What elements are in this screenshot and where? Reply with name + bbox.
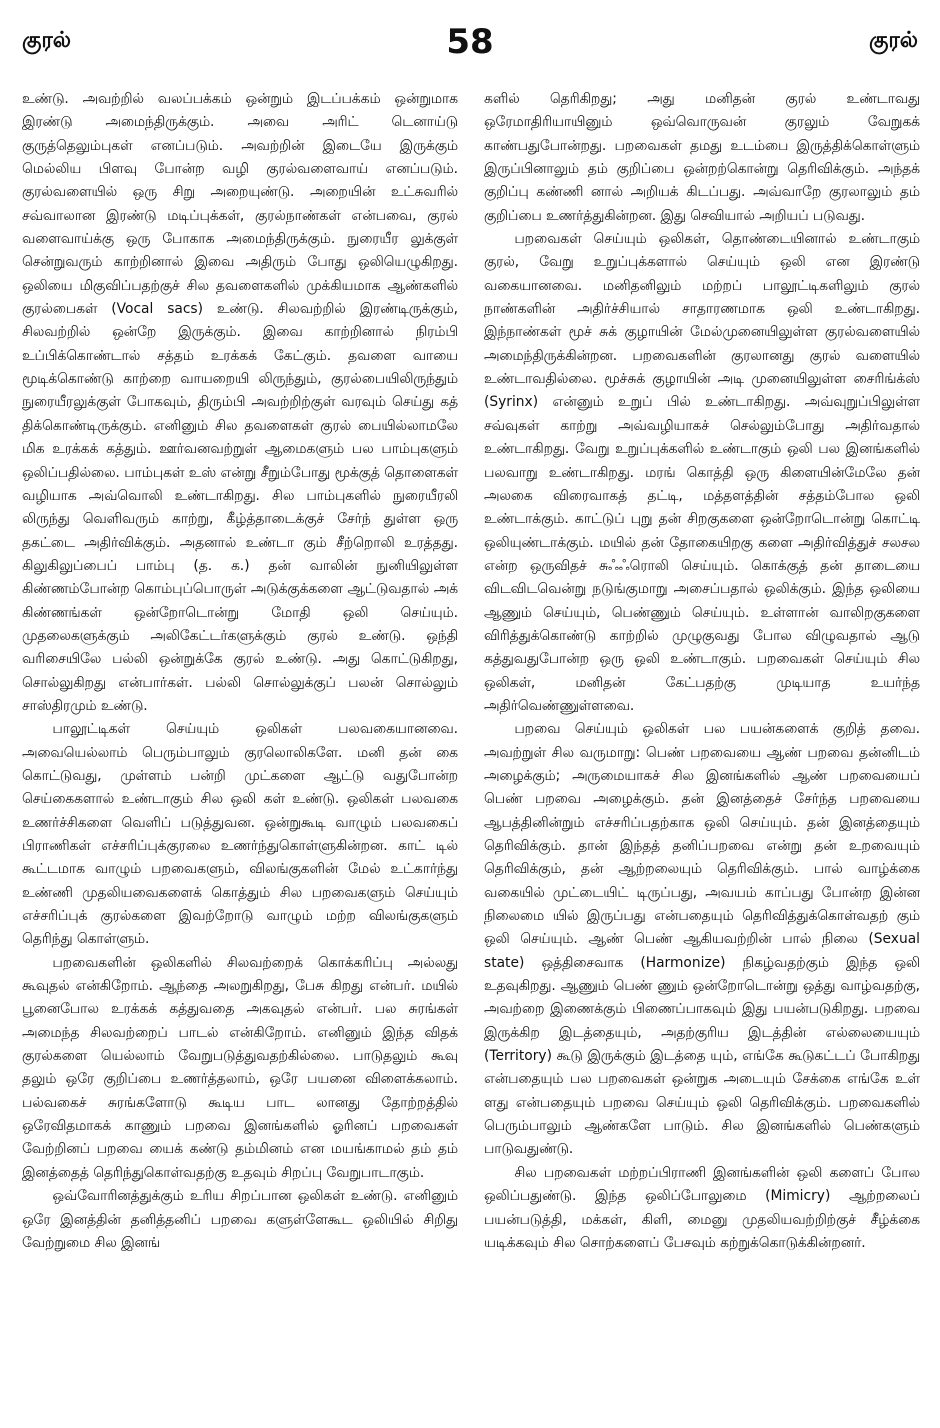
running-head-right: குரல் <box>868 28 918 53</box>
page-header <box>0 0 940 80</box>
paragraph: ஒவ்வோரினத்துக்கும் உரிய சிறப்பான ஒலிகள் உண்டு. எனினும் ஒரே இனத்தின் தனித்தனிப் பறவை களுள்ளேகூட ஒலியில் சிறிது வேற்றுமை சில இனங் <box>22 1188 458 1251</box>
paragraph: களில் தெரிகிறது; அது மனிதன் குரல் உண்டாவது ஒரேமாதிரியாயினும் ஒவ்வொருவன் குரலும் வேறுகக் காண்பதுபோன்றது. பறவைகள் தமது உடம்பை இருத்திக்கொள்ளும் இருப்பினாலும் தம் குறிப்பை ஒன்றற்கொன்று தெரிவிக்கும். அந்தக் குறிப்பு கண்ணி னால் அறியக் கிடப்பது. அவ்வாறே குரலாலும் தம் குறிப்பை உணர்த்துகின்றன. இது செவியால் அறியப் படுவது. <box>484 91 920 224</box>
paragraph: பறவைகளின் ஒலிகளில் சிலவற்றைக் கொக்கரிப்பு அல்லது கூவுதல் என்கிறோம். ஆந்தை அலறுகிறது, பேசு கிறது என்பர். மயில் பூனைபோல உரக்கக் கத்துவதை அகவுதல் என்பர். பல சுரங்கள் அமைந்த சிலவற்றைப் பாடல் என்கிறோம். எனினும் இந்த விதக் குரல்களை யெல்லாம் வேறுபடுத்துவதற்கில்லை. பாடுதலும் கூவு தலும் ஒரே குறிப்பை உணர்த்தலாம், ஒரே பயனை விளைக்கலாம். பல்வகைச் சுரங்களோடு கூடிய பாட லானது தோற்றத்தில் ஒரேவிதமாகக் காணும் பறவை இனங்களில் ஓரினப் பறவைகள் வேற்றினப் பறவை யைக் கண்டு தம்மினம் என மயங்காமல் தம் தம் இனத்தைத் தெரிந்துகொள்வதற்கு உதவும் சிறப்பு வேறுபாடாகும். <box>22 954 458 1181</box>
paragraph: பாலூட்டிகள் செய்யும் ஒலிகள் பலவகையானவை. அவையெல்லாம் பெரும்பாலும் குரலொலிகளே. மனி தன் கை கொட்டுவது, முள்ளம் பன்றி முட்களை ஆட்டு வதுபோன்ற செய்கைகளால் உண்டாகும் சில ஒலி கள் உண்டு. ஒலிகள் பலவகை உணர்ச்சிகளை வெளிப் படுத்துவன. ஒன்றுகூடி வாழும் பலவகைப் பிராணிகள் எச்சரிப்புக்குரலை உணர்ந்துகொள்ளுகின்றன. காட் டில் கூட்டமாக வாழும் பறவைகளும், விலங்குகளின் மேல் உட்கார்ந்து உண்ணி முதலியவைகளைக் கொத்தும் சில பறவைகளும் செய்யும் எச்சரிப்புக் குரல்களை இவற்றோடு வாழும் மற்ற விலங்குகளும் தெரிந்து கொள்ளும். <box>22 721 458 948</box>
paragraph: சில பறவைகள் மற்றப்பிராணி இனங்களின் ஒலி களைப் போல ஒலிப்பதுண்டு. இந்த ஒலிப்போலுமை (Mimicry) ஆற்றலைப் பயன்படுத்தி, மக்கள், கிளி, மைனு முதலியவற்றிற்குச் சீழ்க்கை யடிக்கவும் சில சொற்களைப் பேசவும் கற்றுக்கொடுக்கின்றனர். <box>484 1164 920 1251</box>
left-column <box>22 88 458 1408</box>
running-head-left: குரல் <box>22 28 72 53</box>
right-column <box>484 88 920 1408</box>
paragraph: உண்டு. அவற்றில் வலப்பக்கம் ஒன்றும் இடப்பக்கம் ஒன்றுமாக இரண்டு அமைந்திருக்கும். அவை அரிட் டெனாய்டு குருத்தெலும்புகள் எனப்படும். அவற்றின் இடையே இருக்கும் மெல்லிய பிளவு போன்ற வழி குரல்வளைவாய் எனப்படும். குரல்வளையில் ஒரு சிறு அறையுண்டு. அறையின் உட்சுவரில் சவ்வாலான இரண்டு மடிப்புக்கள், குரல்நாண்கள் என்பவை, குரல் வளைவாய்க்கு ஒரு போகாக அமைந்திருக்கும். நுரையீர லுக்குள் சென்றுவரும் காற்றினால் இவை அதிரும் போது ஒலியெழுகிறது. ஒலியை மிகுவிப்பதற்குச் சில தவளைகளில் முக்கியமாக ஆண்களில் குரல்பைகள் (Vocal sacs) உண்டு. சிலவற்றில் இரண்டிருக்கும், சிலவற்றில் ஒன்றே இருக்கும். இவை காற்றினால் நிரம்பி உப்பிக்கொண்டால் சத்தம் உரக்கக் கேட்கும். தவளை வாயை மூடிக்கொண்டு காற்றை வாயறையி லிருந்தும், குரல்பையிலிருந்தும் நுரையீரலுக்குள் போகவும், திரும்பி அவற்றிற்குள் வரவும் செய்து கத் திக்கொண்டிருக்கும். எனினும் சில தவளைகள் குரல் பையில்லாமலே மிக உரக்கக் கத்தும். ஊர்வனவற்றுள் ஆமைகளும் பல பாம்புகளும் ஒலிப்பதில்லை. பாம்புகள் உஸ் என்று சீறும்போது மூக்குத் தொளைகள் வழியாக அவ்வொலி உண்டாகிறது. சில பாம்புகளில் நுரையீரலி லிருந்து வெளிவரும் காற்று, கீழ்த்தாடைக்குச் சேர்ந் துள்ள ஒரு தகட்டை அதிர்விக்கும். அதனால் உண்டா கும் சீற்றொலி உரத்தது. கிலுகிலுப்பைப் பாம்பு (த. க.) தன் வாலின் நுனியிலுள்ள கிண்ணம்போன்ற கொம்புப்பொருள் அடுக்குக்களை ஆட்டுவதால் அக் கிண்ணங்கள் ஒன்றோடொன்று மோதி ஒலி செய்யும். முதலைகளுக்கும் அலிகேட்டர்களுக்கும் குரல் உண்டு. ஒந்தி வரிசையிலே பல்லி ஒன்றுக்கே குரல் உண்டு. அது கொட்டுகிறது, சொல்லுகிறது என்பார்கள். பல்லி சொல்லுக்குப் பலன் சொல்லும் சாஸ்திரமும் உண்டு. <box>22 91 458 714</box>
page-number: 58 <box>446 22 494 62</box>
paragraph: பறவை செய்யும் ஒலிகள் பல பயன்களைக் குறித் தவை. அவற்றுள் சில வருமாறு: பெண் பறவையை ஆண் பறவை தன்னிடம் அழைக்கும்; அருமையாகச் சில இனங்களில் ஆண் பறவையைப் பெண் பறவை அழைக்கும். தன் இனத்தைச் சேர்ந்த பறவையை ஆபத்தினின்றும் எச்சரிப்பதற்காக ஒலி செய்யும். தன் இனத்தையும் தெரிவிக்கும். தான் இந்தத் தனிப்பறவை என்று தன் உறவையும் தெரிவிக்கும், தன் ஆற்றலையும் தெரிவிக்கும். பால் வாழ்க்கை வகையில் முட்டையிட் டிருப்பது, அவயம் காப்பது போன்ற இன்ன நிலைமை யில் இருப்பது என்பதையும் தெரிவித்துக்கொள்வதற் கும் ஒலி செய்யும். ஆண் பெண் ஆகியவற்றின் பால் நிலை (Sexual state) ஒத்திசைவாக (Harmonize) நிகழ்வதற்கும் இந்த ஒலி உதவுகிறது. ஆணும் பெண் ணும் ஒன்றோடொன்று ஒத்து வாழ்வதற்கு, அவற்றை இணைக்கும் பிணைப்பாகவும் இது பயன்படுகிறது. பறவை இருக்கிற இடத்தையும், அதற்குரிய இடத்தின் எல்லையையும் (Territory) கூடு இருக்கும் இடத்தை யும், எங்கே கூடுகட்டப் போகிறது என்பதையும் பல பறவைகள் ஒன்றுக அடையும் சேக்கை எங்கே உள் ளது என்பதையும் பறவை செய்யும் ஒலி தெரிவிக்கும். பறவைகளில் பெரும்பாலும் ஆண்களே பாடும். சில இனங்களில் பெண்களும் பாடுவதுண்டு. <box>484 721 920 1158</box>
paragraph: பறவைகள் செய்யும் ஒலிகள், தொண்டையினால் உண்டாகும் குரல், வேறு உறுப்புக்களால் செய்யும் ஒலி என இரண்டு வகையானவை. மனிதனிலும் மற்றப் பாலூட்டிகளிலும் குரல் நாண்களின் அதிர்ச்சியால் சாதாரணமாக ஒலி உண்டாகிறது. இந்நாண்கள் மூச் சுக் குழாயின் மேல்முனையிலுள்ள குரல்வளையில் அமைந்திருக்கின்றன. பறவைகளின் குரலானது குரல் வளையில் உண்டாவதில்லை. மூச்சுக் குழாயின் அடி முனையிலுள்ள சைரிங்க்ஸ் (Syrinx) என்னும் உறுப் பில் உண்டாகிறது. அவ்வுறுப்பிலுள்ள சவ்வுகள் காற்று அவ்வழியாகச் செல்லும்போது அதிர்வதால் உண்டாகிறது. வேறு உறுப்புக்களில் உண்டாகும் ஒலி பல இனங்களில் பலவாறு உண்டாகிறது. மரங் கொத்தி ஒரு கிளையின்மேலே தன் அலகை விரைவாகத் தட்டி, மத்தளத்தின் சத்தம்போல ஒலி உண்டாக்கும். காட்டுப் புறு தன் சிறகுகளை ஒன்றோடொன்று கொட்டி ஒலியுண்டாக்கும். மயில் தன் தோகையிறகு களை அதிர்வித்துச் சலசல என்ற ஒருவிதச் சுஃஃரொலி செய்யும். கொக்குத் தன் தாடையை விடவிடவென்று நடுங்குமாறு அசைப்பதால் ஒலிக்கும். இந்த ஒலியை ஆணும் செய்யும், பெண்ணும் செய்யும். உள்ளான் வாலிறகுகளை விரித்துக்கொண்டு காற்றில் முழுகுவது போல விழுவதால் ஆடு கத்துவதுபோன்ற ஒரு ஒலி உண்டாகும். பறவைகள் செய்யும் சில ஒலிகள், மனிதன் கேட்பதற்கு முடியாத உயர்ந்த அதிர்வெண்ணுள்ளவை. <box>484 231 920 714</box>
